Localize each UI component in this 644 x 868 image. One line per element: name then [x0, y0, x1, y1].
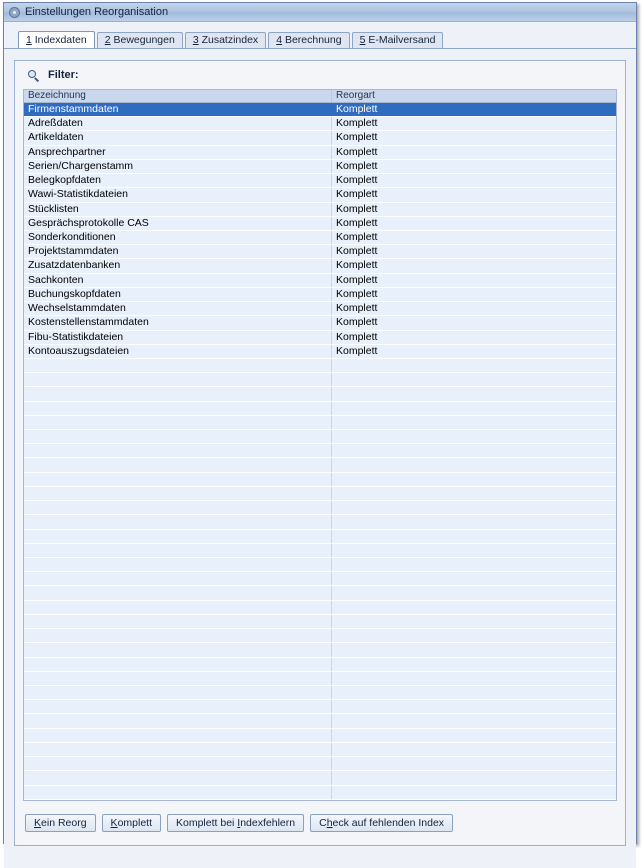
- cell-bezeichnung: Ansprechpartner: [24, 146, 332, 159]
- cell-bezeichnung: Buchungskopfdaten: [24, 288, 332, 301]
- cell-bezeichnung: [24, 771, 332, 784]
- column-header-bezeichnung[interactable]: Bezeichnung: [24, 90, 332, 102]
- check-index-accel: h: [326, 816, 333, 829]
- tab-bewegungen-accel: 2: [104, 34, 111, 46]
- cell-reorgart: [332, 501, 616, 514]
- table-row[interactable]: [24, 117, 616, 131]
- kein-reorg-button[interactable]: [25, 814, 96, 832]
- cell-bezeichnung: [24, 601, 332, 614]
- grid-header: [24, 90, 616, 103]
- table-row[interactable]: [24, 174, 616, 188]
- tab-bewegungen-label: Bewegungen: [110, 34, 175, 46]
- table-row[interactable]: [24, 146, 616, 160]
- cell-bezeichnung: Wawi-Statistikdateien: [24, 188, 332, 201]
- tab-indexdaten-label: Indexdaten: [31, 34, 87, 46]
- cell-reorgart: [332, 672, 616, 685]
- cell-bezeichnung: [24, 586, 332, 599]
- cell-reorgart: [332, 458, 616, 471]
- table-row-empty[interactable]: [24, 771, 616, 785]
- cell-reorgart: [332, 686, 616, 699]
- table-row-empty[interactable]: [24, 402, 616, 416]
- cell-bezeichnung: [24, 359, 332, 372]
- table-row-empty[interactable]: [24, 757, 616, 771]
- tab-zusatzindex-accel: 3: [192, 34, 199, 46]
- cell-bezeichnung: [24, 387, 332, 400]
- tab-emailversand[interactable]: [352, 32, 444, 48]
- cell-reorgart: [332, 558, 616, 571]
- table-row[interactable]: [24, 259, 616, 273]
- table-row-empty[interactable]: [24, 686, 616, 700]
- cell-bezeichnung: [24, 444, 332, 457]
- table-row[interactable]: [24, 160, 616, 174]
- cell-bezeichnung: Zusatzdatenbanken: [24, 259, 332, 272]
- cell-bezeichnung: Fibu-Statistikdateien: [24, 331, 332, 344]
- tab-zusatzindex-label: Zusatzindex: [198, 34, 259, 46]
- komplett-bei-indexfehlern-label: ndexfehlern: [240, 816, 296, 829]
- cell-reorgart: [332, 359, 616, 372]
- table-row-empty[interactable]: [24, 586, 616, 600]
- grid-body: [24, 103, 616, 800]
- cell-bezeichnung: [24, 714, 332, 727]
- cell-reorgart: Komplett: [336, 259, 378, 272]
- cell-reorgart: [332, 629, 616, 642]
- table-row-empty[interactable]: [24, 487, 616, 501]
- cell-bezeichnung: [24, 629, 332, 642]
- table-row[interactable]: [24, 316, 616, 330]
- cell-reorgart: [332, 373, 616, 386]
- cell-bezeichnung: [24, 729, 332, 742]
- cell-reorgart: Komplett: [336, 117, 378, 130]
- cell-reorgart: Komplett: [336, 287, 378, 300]
- cell-bezeichnung: [24, 572, 332, 585]
- table-row[interactable]: [24, 245, 616, 259]
- action-button-bar: [23, 801, 617, 837]
- cell-bezeichnung: Belegkopfdaten: [24, 174, 332, 187]
- cell-bezeichnung: [24, 515, 332, 528]
- cell-bezeichnung: Kontoauszugsdateien: [24, 345, 332, 358]
- filter-bar: [23, 67, 617, 83]
- tab-indexdaten-accel: 1: [26, 34, 32, 46]
- check-index-label: eck auf fehlenden Index: [332, 816, 445, 829]
- cell-reorgart: [332, 515, 616, 528]
- table-row[interactable]: [24, 302, 616, 316]
- cell-reorgart: [332, 714, 616, 727]
- table-row[interactable]: [24, 217, 616, 231]
- cell-reorgart: [332, 572, 616, 585]
- cell-reorgart: Komplett: [336, 245, 378, 258]
- reorg-grid[interactable]: [23, 89, 617, 801]
- cell-reorgart: [332, 658, 616, 671]
- table-row-empty[interactable]: [24, 444, 616, 458]
- cell-bezeichnung: Artikeldaten: [24, 131, 332, 144]
- cell-reorgart: Komplett: [336, 216, 378, 229]
- cell-reorgart: [332, 444, 616, 457]
- table-row-empty[interactable]: [24, 515, 616, 529]
- cell-bezeichnung: [24, 658, 332, 671]
- cell-bezeichnung: [24, 402, 332, 415]
- cell-reorgart: Komplett: [336, 159, 378, 172]
- search-icon[interactable]: [27, 69, 40, 82]
- window-title: Einstellungen Reorganisation: [25, 6, 169, 18]
- cell-reorgart: [332, 530, 616, 543]
- cell-bezeichnung: Firmenstammdaten: [24, 103, 332, 116]
- cell-reorgart: [332, 700, 616, 713]
- cell-reorgart: Komplett: [336, 316, 378, 329]
- cell-reorgart: [332, 729, 616, 742]
- kein-reorg-accel: K: [34, 816, 42, 829]
- tab-emailversand-accel: 5: [359, 34, 366, 46]
- cell-reorgart: Komplett: [336, 344, 378, 357]
- cell-reorgart: [332, 544, 616, 557]
- cell-bezeichnung: Wechselstammdaten: [24, 302, 332, 315]
- tab-emailversand-label: E-Mailversand: [365, 34, 436, 46]
- cell-bezeichnung: Sonderkonditionen: [24, 231, 332, 244]
- cell-bezeichnung: [24, 672, 332, 685]
- cell-bezeichnung: [24, 473, 332, 486]
- tab-berechnung-accel: 4: [276, 34, 283, 46]
- gear-icon: [8, 6, 21, 19]
- table-row[interactable]: [24, 103, 616, 117]
- table-row[interactable]: [24, 131, 616, 145]
- column-header-reorgart[interactable]: Reorgart: [336, 90, 375, 101]
- cell-bezeichnung: [24, 373, 332, 386]
- komplett-button[interactable]: [102, 814, 161, 832]
- table-row-empty[interactable]: [24, 416, 616, 430]
- cell-reorgart: [332, 771, 616, 784]
- tab-berechnung-label: Berechnung: [282, 34, 342, 46]
- komplett-label: omplett: [117, 816, 152, 829]
- table-row-empty[interactable]: [24, 629, 616, 643]
- table-row[interactable]: [24, 274, 616, 288]
- tab-strip: [4, 30, 636, 48]
- cell-reorgart: Komplett: [336, 188, 378, 201]
- cell-bezeichnung: [24, 615, 332, 628]
- cell-reorgart: [332, 430, 616, 443]
- cell-bezeichnung: [24, 430, 332, 443]
- table-row[interactable]: [24, 331, 616, 345]
- tab-berechnung[interactable]: [268, 32, 349, 48]
- cell-bezeichnung: [24, 743, 332, 756]
- cell-bezeichnung: Stücklisten: [24, 203, 332, 216]
- cell-bezeichnung: Gesprächsprotokolle CAS: [24, 217, 332, 230]
- table-row[interactable]: [24, 188, 616, 202]
- cell-bezeichnung: Projektstammdaten: [24, 245, 332, 258]
- cell-reorgart: [332, 402, 616, 415]
- table-row-empty[interactable]: [24, 373, 616, 387]
- cell-reorgart: [332, 487, 616, 500]
- cell-reorgart: [332, 615, 616, 628]
- cell-bezeichnung: Adreßdaten: [24, 117, 332, 130]
- table-row-empty[interactable]: [24, 387, 616, 401]
- table-row-empty[interactable]: [24, 558, 616, 572]
- table-row-empty[interactable]: [24, 473, 616, 487]
- cell-reorgart: [332, 757, 616, 770]
- cell-bezeichnung: [24, 487, 332, 500]
- cell-bezeichnung: [24, 643, 332, 656]
- cell-bezeichnung: [24, 530, 332, 543]
- cell-bezeichnung: [24, 416, 332, 429]
- cell-reorgart: Komplett: [336, 273, 378, 286]
- cell-reorgart: [332, 601, 616, 614]
- cell-reorgart: [332, 416, 616, 429]
- table-row-empty[interactable]: [24, 615, 616, 629]
- table-row-empty[interactable]: [24, 743, 616, 757]
- komplett-bei-indexfehlern-button[interactable]: [167, 814, 304, 832]
- cell-bezeichnung: [24, 558, 332, 571]
- table-row-empty[interactable]: [24, 700, 616, 714]
- cell-reorgart: [332, 786, 616, 799]
- table-row-empty[interactable]: [24, 430, 616, 444]
- table-row-empty[interactable]: [24, 501, 616, 515]
- tab-bewegungen[interactable]: [97, 32, 183, 48]
- check-auf-fehlenden-index-button[interactable]: [310, 814, 453, 832]
- table-row-empty[interactable]: [24, 714, 616, 728]
- table-row-empty[interactable]: [24, 672, 616, 686]
- table-row-empty[interactable]: [24, 643, 616, 657]
- tab-zusatzindex[interactable]: [185, 32, 266, 48]
- cell-reorgart: Komplett: [336, 174, 378, 187]
- settings-reorganisation-window: [3, 2, 637, 844]
- cell-bezeichnung: Sachkonten: [24, 274, 332, 287]
- table-row-empty[interactable]: [24, 601, 616, 615]
- cell-reorgart: [332, 387, 616, 400]
- cell-bezeichnung: Kostenstellenstammdaten: [24, 316, 332, 329]
- table-row[interactable]: [24, 345, 616, 359]
- cell-bezeichnung: [24, 786, 332, 799]
- cell-reorgart: Komplett: [336, 330, 378, 343]
- table-row[interactable]: [24, 203, 616, 217]
- table-row-empty[interactable]: [24, 786, 616, 800]
- reorg-panel: [14, 60, 626, 846]
- kein-reorg-label: ein Reorg: [41, 816, 87, 829]
- cell-reorgart: Komplett: [336, 131, 378, 144]
- table-row-empty[interactable]: [24, 544, 616, 558]
- cell-bezeichnung: Serien/Chargenstamm: [24, 160, 332, 173]
- tab-page-indexdaten: [4, 50, 636, 868]
- table-row-empty[interactable]: [24, 458, 616, 472]
- cell-reorgart: Komplett: [336, 202, 378, 215]
- cell-reorgart: Komplett: [336, 103, 378, 115]
- komplett-bei-indexfehlern-accel: I: [237, 816, 241, 829]
- table-row-empty[interactable]: [24, 359, 616, 373]
- filter-label: Filter:: [48, 69, 79, 81]
- table-row-empty[interactable]: [24, 530, 616, 544]
- cell-reorgart: Komplett: [336, 145, 378, 158]
- check-index-pre: C: [319, 816, 327, 829]
- cell-bezeichnung: [24, 458, 332, 471]
- komplett-bei-indexfehlern-pre: Komplett bei: [176, 816, 238, 829]
- table-row-empty[interactable]: [24, 729, 616, 743]
- title-bar: [4, 3, 636, 22]
- tab-indexdaten[interactable]: [18, 31, 95, 48]
- table-row-empty[interactable]: [24, 658, 616, 672]
- cell-bezeichnung: [24, 700, 332, 713]
- cell-reorgart: [332, 643, 616, 656]
- cell-reorgart: Komplett: [336, 302, 378, 315]
- table-row-empty[interactable]: [24, 572, 616, 586]
- cell-reorgart: [332, 743, 616, 756]
- table-row[interactable]: [24, 288, 616, 302]
- cell-bezeichnung: [24, 544, 332, 557]
- cell-reorgart: Komplett: [336, 230, 378, 243]
- cell-bezeichnung: [24, 686, 332, 699]
- komplett-accel: K: [110, 816, 118, 829]
- cell-bezeichnung: [24, 757, 332, 770]
- table-row[interactable]: [24, 231, 616, 245]
- status-bar: [14, 846, 626, 868]
- cell-bezeichnung: [24, 501, 332, 514]
- cell-reorgart: [332, 473, 616, 486]
- cell-reorgart: [332, 586, 616, 599]
